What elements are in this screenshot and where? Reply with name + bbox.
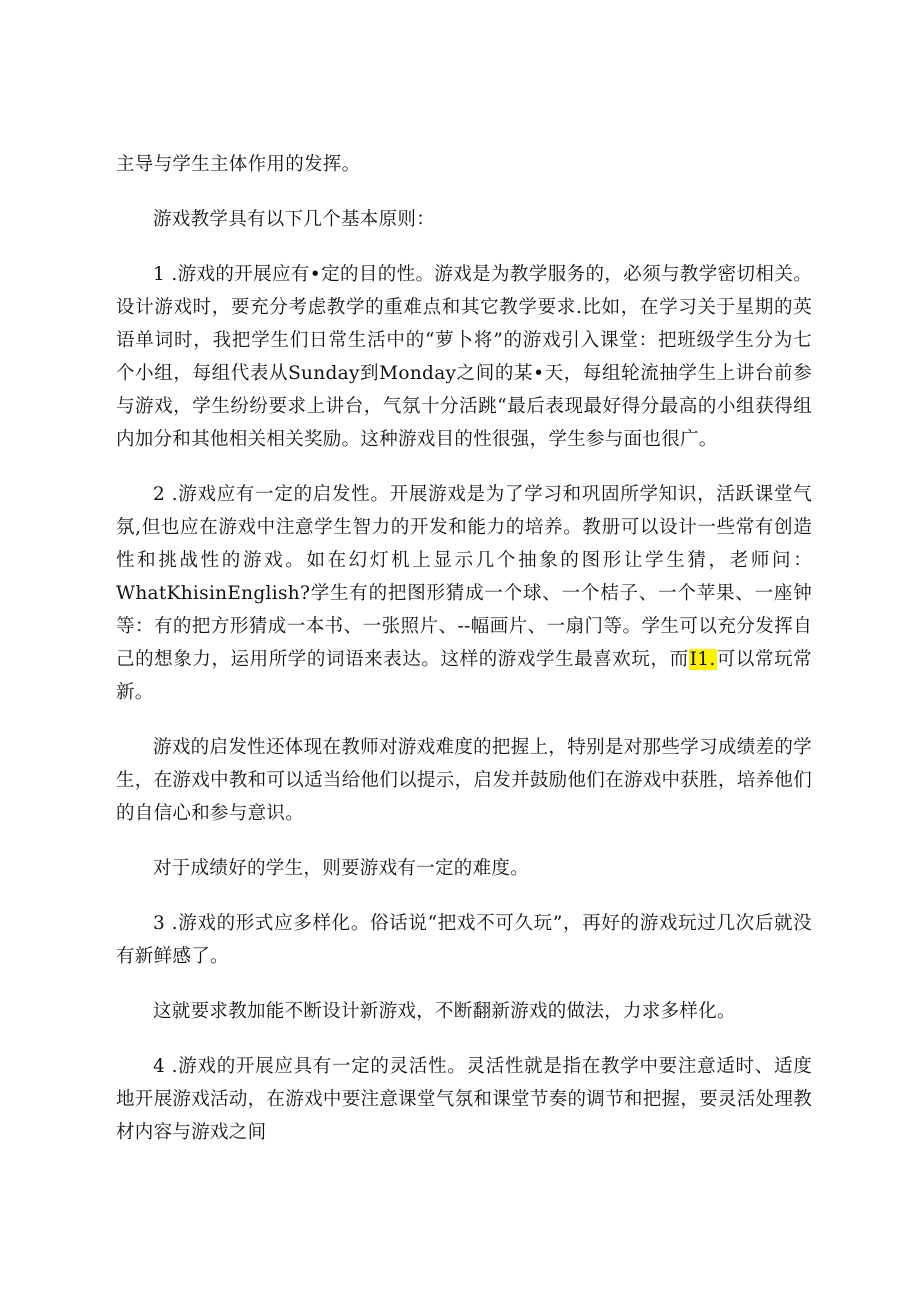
paragraph-principles-intro: 游戏教学具有以下几个基本原则： xyxy=(153,209,436,230)
paragraph-principle-3: 3 .游戏的形式应多样化。俗话说“把戏不可久玩”，再好的游戏玩过几次后就没有新鲜感了。 xyxy=(116,913,812,967)
paragraph-diversity: 这就要求教加能不断设计新游戏，不断翻新游戏的做法，力求多样化。 xyxy=(153,1001,736,1022)
paragraph-continuation: 主导与学生主体作用的发挥。 xyxy=(116,154,361,175)
paragraph-good-students: 对于成绩好的学生，则要游戏有一定的难度。 xyxy=(153,858,530,879)
document-body xyxy=(116,148,812,1149)
paragraph-heuristic-difficulty: 游戏的启发性还体现在教师对游戏难度的把握上，特别是对那些学习成绩差的学生，在游戏中教和可以适当给他们以提示，启发并鼓励他们在游戏中获胜，培养他们的自信心和参与意识。 xyxy=(116,737,812,824)
paragraph-principle-4: 4 .游戏的开展应具有一定的灵活性。灵活性就是指在教学中要注意适时、适度地开展游戏活动，在游戏中要注意课堂气氛和课堂节奏的调节和把握，要灵活处理教材内容与游戏之间 xyxy=(116,1056,812,1143)
paragraph-principle-2-text: 2 .游戏应有一定的启发性。开展游戏是为了学习和巩固所学知识，活跃课堂气氛,但也应在游戏中注意学生智力的开发和能力的培养。教册可以设计一些常有创造性和挑战性的游戏。如在幻灯机上显示几个抽象的图形让学生猜，老师问：WhatKhisinEnglish?学生有的把图形猜成一个球、一个桔子、一个苹果、一座钟等：有的把方形猜成一本书、一张照片、--幅画片、一扇门等。学生可以充分发挥自己的想象力，运用所学的词语来表达。这样的游戏学生最喜欢玩，而 xyxy=(116,484,812,670)
paragraph-principle-2 xyxy=(116,478,812,709)
paragraph-principle-2-tail: 可以常玩常新。 xyxy=(116,649,812,703)
paragraph-principle-1: 1 .游戏的开展应有•定的目的性。游戏是为教学服务的，必须与教学密切相关。设计游戏时，要充分考虑教学的重难点和其它教学要求.比如，在学习关于星期的英语单词时，我把学生们日常生活中的“萝卜将”的游戏引入课堂：把班级学生分为七个小组，每组代表从Sunday到Monday之间的某•天，每组轮流抽学生上讲台前参与游戏，学生纷纷要求上讲台，气氛十分活跳“最后表现最好得分最高的小组获得组内加分和其他相关相关奖励。这种游戏目的性很强，学生参与面也很广。 xyxy=(116,264,812,450)
highlighted-text: I1. xyxy=(689,649,716,670)
